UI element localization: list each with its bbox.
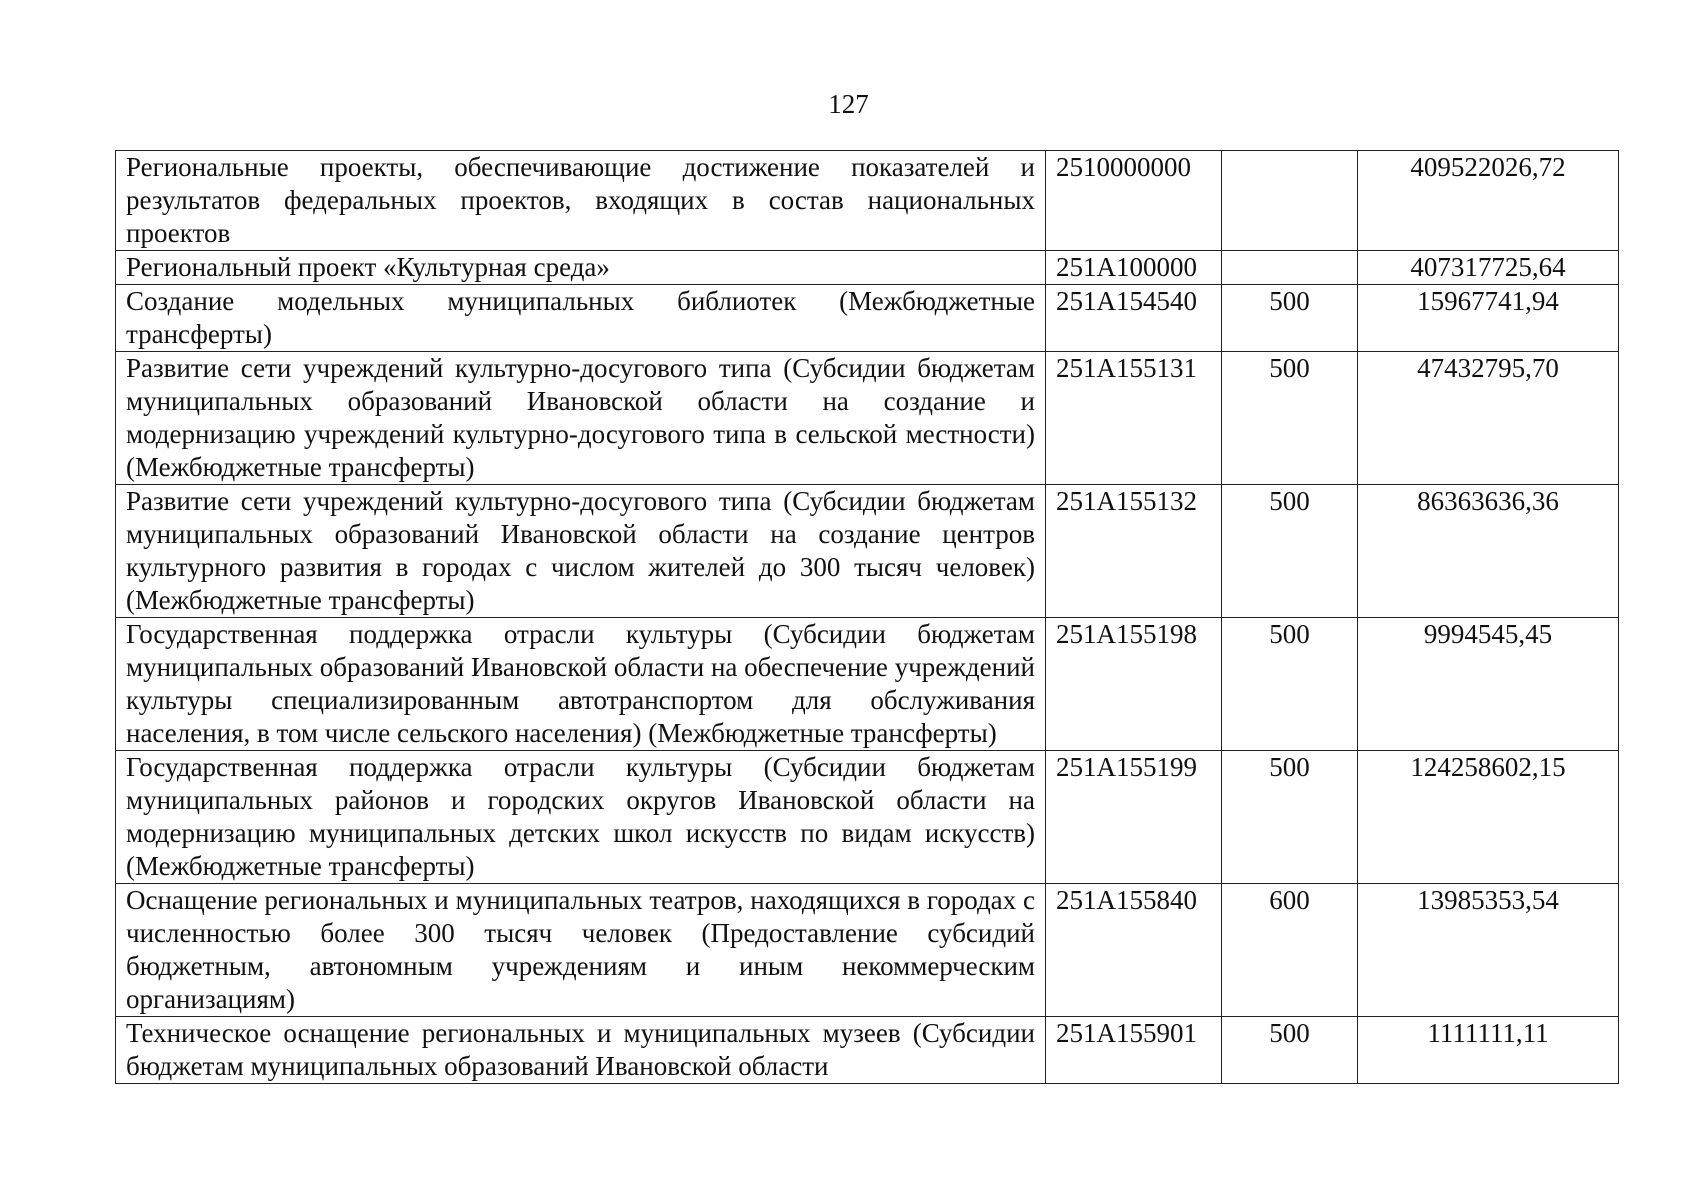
row-target-code: 251А100000 xyxy=(1046,251,1222,285)
row-expense-type: 500 xyxy=(1222,618,1358,751)
budget-table xyxy=(115,150,1619,1084)
table-row xyxy=(116,352,1619,485)
row-name: Техническое оснащение региональных и муниципальных музеев (Субсидии бюджетам муниципальных образований Ивановской области xyxy=(116,1017,1046,1084)
row-name: Региональный проект «Культурная среда» xyxy=(116,251,1046,285)
row-amount: 13985353,54 xyxy=(1358,884,1619,1017)
row-name: Создание модельных муниципальных библиотек (Межбюджетные трансферты) xyxy=(116,285,1046,352)
row-target-code: 251А155199 xyxy=(1046,751,1222,884)
row-expense-type: 500 xyxy=(1222,1017,1358,1084)
table-row xyxy=(116,751,1619,884)
row-expense-type: 500 xyxy=(1222,352,1358,485)
table-row xyxy=(116,884,1619,1017)
page-number: 127 xyxy=(828,89,869,119)
row-name: Оснащение региональных и муниципальных театров, находящихся в городах с численностью более 300 тысяч человек (Предоставление субсидий бюджетным, автономным учреждениям и иным некоммерческим организациям) xyxy=(116,884,1046,1017)
row-target-code: 251А155901 xyxy=(1046,1017,1222,1084)
row-target-code: 251А154540 xyxy=(1046,285,1222,352)
row-amount: 9994545,45 xyxy=(1358,618,1619,751)
row-name: Развитие сети учреждений культурно-досугового типа (Субсидии бюджетам муниципальных образований Ивановской области на создание центров культурного развития в городах с числом жителей до 300 тысяч человек) (Межбюджетные трансферты) xyxy=(116,485,1046,618)
row-expense-type xyxy=(1222,151,1358,251)
row-amount: 15967741,94 xyxy=(1358,285,1619,352)
row-amount: 409522026,72 xyxy=(1358,151,1619,251)
row-amount: 1111111,11 xyxy=(1358,1017,1619,1084)
row-amount: 124258602,15 xyxy=(1358,751,1619,884)
row-target-code: 2510000000 xyxy=(1046,151,1222,251)
row-target-code: 251А155131 xyxy=(1046,352,1222,485)
row-expense-type: 500 xyxy=(1222,485,1358,618)
row-target-code: 251А155198 xyxy=(1046,618,1222,751)
table-row xyxy=(116,485,1619,618)
table-row xyxy=(116,151,1619,251)
row-expense-type xyxy=(1222,251,1358,285)
row-name: Региональные проекты, обеспечивающие достижение показателей и результатов федеральных проектов, входящих в состав национальных проектов xyxy=(116,151,1046,251)
table-row xyxy=(116,285,1619,352)
row-name: Государственная поддержка отрасли культуры (Субсидии бюджетам муниципальных районов и городских округов Ивановской области на модернизацию муниципальных детских школ искусств по видам искусств) (Межбюджетные трансферты) xyxy=(116,751,1046,884)
row-expense-type: 600 xyxy=(1222,884,1358,1017)
row-amount: 407317725,64 xyxy=(1358,251,1619,285)
table-row xyxy=(116,1017,1619,1084)
table-row xyxy=(116,251,1619,285)
row-target-code: 251А155132 xyxy=(1046,485,1222,618)
row-name: Государственная поддержка отрасли культуры (Субсидии бюджетам муниципальных образований Ивановской области на обеспечение учреждений культуры специализированным автотранспортом для обслуживания населения, в том числе сельского населения) (Межбюджетные трансферты) xyxy=(116,618,1046,751)
table-row xyxy=(116,618,1619,751)
row-target-code: 251А155840 xyxy=(1046,884,1222,1017)
row-expense-type: 500 xyxy=(1222,751,1358,884)
row-expense-type: 500 xyxy=(1222,285,1358,352)
row-amount: 86363636,36 xyxy=(1358,485,1619,618)
row-amount: 47432795,70 xyxy=(1358,352,1619,485)
row-name: Развитие сети учреждений культурно-досугового типа (Субсидии бюджетам муниципальных образований Ивановской области на создание и модернизацию учреждений культурно-досугового типа в сельской местности) (Межбюджетные трансферты) xyxy=(116,352,1046,485)
